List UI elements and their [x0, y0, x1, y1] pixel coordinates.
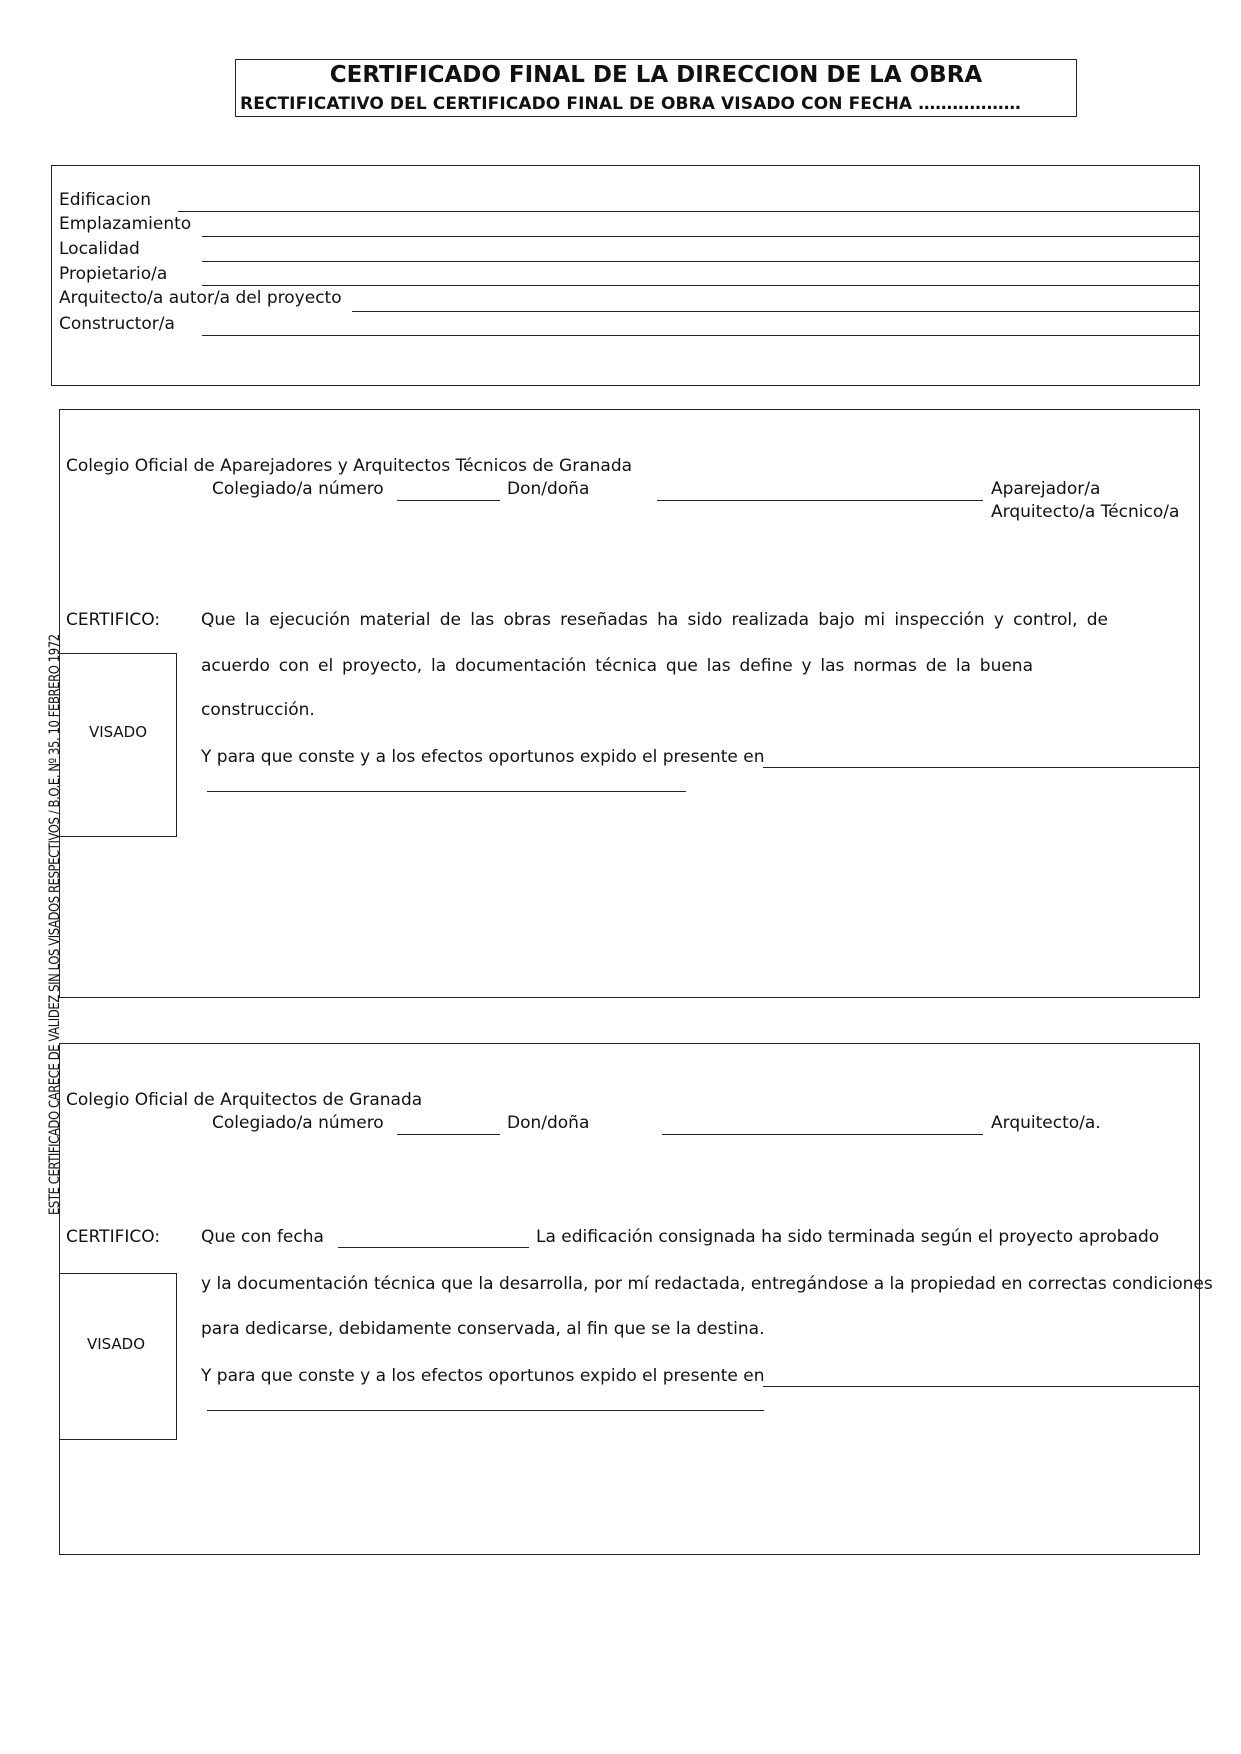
aparejadores-colegiado-field[interactable]: [397, 500, 500, 501]
aparejadores-don-label: Don/doña: [507, 479, 590, 499]
label-propietario: Propietario/a: [59, 264, 168, 284]
arquitectos-colegiado-label: Colegiado/a número: [212, 1113, 384, 1133]
field-constructor[interactable]: [202, 335, 1200, 336]
field-arquitecto-autor[interactable]: [352, 311, 1200, 312]
arquitectos-date-field[interactable]: [207, 1410, 764, 1411]
arquitectos-visado-label: VISADO: [86, 1335, 146, 1353]
general-info-box: [51, 165, 1200, 386]
arquitectos-certifico: CERTIFICO:: [66, 1227, 161, 1247]
arquitectos-don-field[interactable]: [662, 1134, 983, 1135]
arquitectos-visado-box: [59, 1273, 177, 1440]
aparejadores-text-3: construcción.: [201, 700, 315, 720]
page-subtitle: RECTIFICATIVO DEL CERTIFICADO FINAL DE OBRA VISADO CON FECHA ………………: [240, 94, 1021, 114]
label-arquitecto-autor: Arquitecto/a autor/a del proyecto: [59, 288, 342, 308]
aparejadores-colegio: Colegio Oficial de Aparejadores y Arquitectos Técnicos de Granada: [66, 456, 633, 476]
field-localidad[interactable]: [202, 261, 1200, 262]
aparejadores-date-field[interactable]: [207, 791, 686, 792]
arquitectos-don-label: Don/doña: [507, 1113, 590, 1133]
aparejadores-role-2: Arquitecto/a Técnico/a: [991, 502, 1180, 522]
arquitectos-text-3: para dedicarse, debidamente conservada, al fin que se la destina.: [201, 1319, 765, 1339]
aparejadores-visado-label: VISADO: [88, 723, 148, 741]
aparejadores-colegiado-label: Colegiado/a número: [212, 479, 384, 499]
label-edificacion: Edificacion: [59, 190, 151, 210]
arquitectos-colegiado-field[interactable]: [397, 1134, 500, 1135]
aparejadores-text-2: acuerdo con el proyecto, la documentación técnica que las define y las normas de la buena: [201, 656, 1033, 676]
arquitectos-text-4: Y para que conste y a los efectos oportunos expido el presente en: [201, 1366, 765, 1386]
arquitectos-que-con-fecha: Que con fecha: [201, 1227, 324, 1247]
label-localidad: Localidad: [59, 239, 140, 259]
aparejadores-place-field[interactable]: [763, 767, 1200, 768]
arquitectos-text-1: La edificación consignada ha sido terminada según el proyecto aprobado: [536, 1227, 1160, 1247]
field-edificacion[interactable]: [178, 211, 1200, 212]
aparejadores-visado-box: [59, 653, 177, 837]
aparejadores-don-field[interactable]: [657, 500, 983, 501]
aparejadores-certifico: CERTIFICO:: [66, 610, 161, 630]
arquitectos-text-2: y la documentación técnica que la desarrolla, por mí redactada, entregándose a la propiedad en correctas condiciones: [201, 1274, 1213, 1294]
arquitectos-place-field[interactable]: [763, 1386, 1200, 1387]
side-note-text: ESTE CERTIFICADO CARECE DE VALIDEZ SIN LOS VISADOS RESPECTIVOS / B.O.E. Nº 35. 10 FEBRERO 1972: [47, 634, 63, 1215]
label-emplazamiento: Emplazamiento: [59, 214, 192, 234]
label-constructor: Constructor/a: [59, 314, 175, 334]
aparejadores-text-1: Que la ejecución material de las obras reseñadas ha sido realizada bajo mi inspección y control, de: [201, 610, 1108, 630]
arquitectos-role: Arquitecto/a.: [991, 1113, 1101, 1133]
aparejadores-text-4: Y para que conste y a los efectos oportunos expido el presente en: [201, 747, 765, 767]
arquitectos-colegio: Colegio Oficial de Arquitectos de Granada: [66, 1090, 423, 1110]
aparejadores-role-1: Aparejador/a: [991, 479, 1101, 499]
page-title: CERTIFICADO FINAL DE LA DIRECCION DE LA OBRA: [329, 62, 983, 88]
arquitectos-fecha-field[interactable]: [338, 1247, 529, 1248]
field-emplazamiento[interactable]: [202, 236, 1200, 237]
field-propietario[interactable]: [202, 285, 1200, 286]
